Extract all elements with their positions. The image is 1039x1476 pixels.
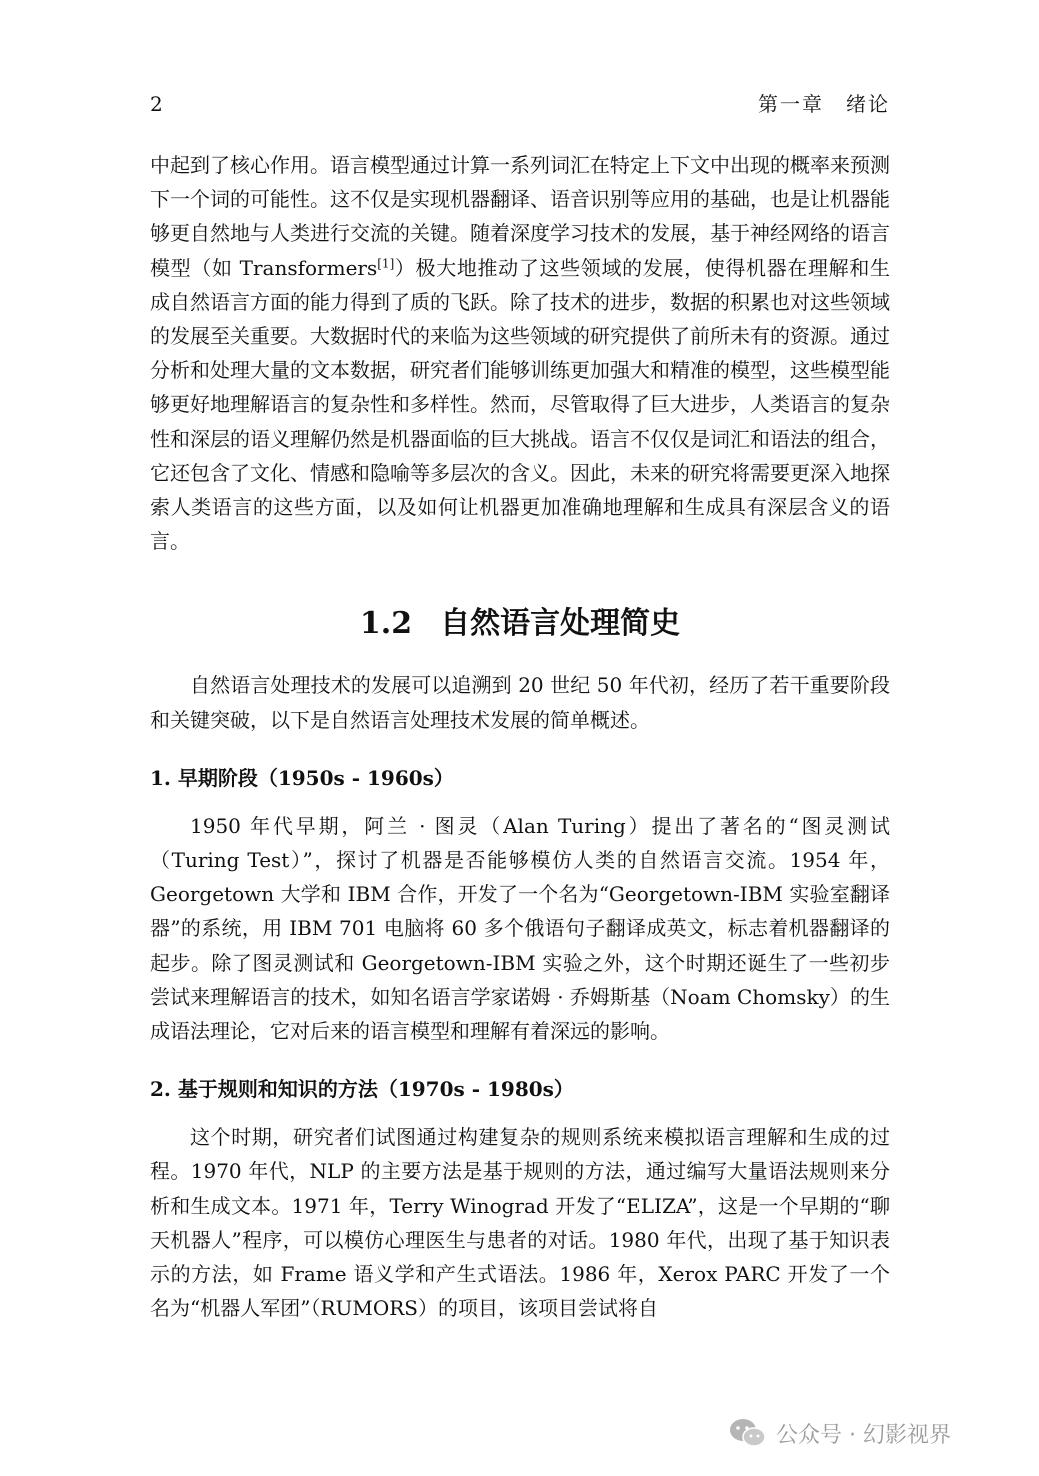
citation-ref[interactable]: [1] xyxy=(377,255,395,270)
document-page xyxy=(150,88,890,1325)
chapter-title: 第一章 绪论 xyxy=(758,92,890,116)
subsection-heading-1: 1. 早期阶段（1950s - 1960s） xyxy=(150,765,454,790)
section-heading xyxy=(150,598,890,642)
section-title: 自然语言处理简史 xyxy=(440,606,681,642)
page-header xyxy=(150,88,890,128)
page-number: 2 xyxy=(150,92,163,116)
intro-text-part2: ）极大地推动了这些领域的发展，使得机器在理解和生成自然语言方面的能力得到了质的飞跃。除了技术的进步，数据的积累也对这些领域的发展至关重要。大数据时代的来临为这些领域的研究提供了前所未有的资源。通过分析和处理大量的文本数据，研究者们能够训练更加强大和精准的模型，这些模型能够更好地理解语言的复杂性和多样性。然而，尽管取得了巨大进步，人类语言的复杂性和深层的语义理解仍然是机器面临的巨大挑战。语言不仅仅是词汇和语法的组合，它还包含了文化、情感和隐喻等多层次的含义。因此，未来的研究将需要更深入地探索人类语言的这些方面，以及如何让机器更加准确地理解和生成具有深层含义的语言。 xyxy=(150,255,890,554)
watermark-text: 公众号 · 幻影视界 xyxy=(776,1422,951,1448)
subsection-paragraph-1: 1950 年代早期，阿兰 · 图灵（Alan Turing）提出了著名的“图灵测试（Turing Test）”，探讨了机器是否能够模仿人类的自然语言交流。1954 年，Georgetown 大学和 IBM 合作，开发了一个名为“Georgetown-IBM 实验室翻译器”的系统，用 IBM 701 电脑将 60 多个俄语句子翻译成英文，标志着机器翻译的起步。除了图灵测试和 Georgetown-IBM 实验之外，这个时期还诞生了一些初步尝试来理解语言的技术，如知名语言学家诺姆 · 乔姆斯基（Noam Chomsky）的生成语法理论，它对后来的语言模型和理解有着深远的影响。 xyxy=(150,813,890,1044)
section-intro-paragraph: 自然语言处理技术的发展可以追溯到 20 世纪 50 年代初，经历了若干重要阶段和关键突破，以下是自然语言处理技术发展的简单概述。 xyxy=(150,673,890,732)
intro-paragraph xyxy=(150,148,890,558)
subsection-paragraph-2: 这个时期，研究者们试图通过构建复杂的规则系统来模拟语言理解和生成的过程。1970 年代，NLP 的主要方法是基于规则的方法，通过编写大量语法规则来分析和生成文本。1971 年，Terry Winograd 开发了“ELIZA”，这是一个早期的“聊天机器人”程序，可以模仿心理医生与患者的对话。1980 年代，出现了基于知识表示的方法，如 Frame 语义学和产生式语法。1986 年，Xerox PARC 开发了一个名为“机器人军团”（RUMORS）的项目，该项目尝试将自 xyxy=(150,1125,890,1321)
subsection-heading-2: 2. 基于规则和知识的方法（1970s - 1980s） xyxy=(150,1077,574,1102)
wechat-icon xyxy=(728,1417,768,1449)
watermark xyxy=(728,1413,951,1453)
section-number: 1.2 xyxy=(359,606,413,642)
intro-text-part1: 中起到了核心作用。语言模型通过计算一系列词汇在特定上下文中出现的概率来预测下一个词的可能性。这不仅是实现机器翻译、语音识别等应用的基础，也是让机器能够更自然地与人类进行交流的关键。随着深度学习技术的发展，基于神经网络的语言模型（如 Transformers xyxy=(150,153,890,280)
